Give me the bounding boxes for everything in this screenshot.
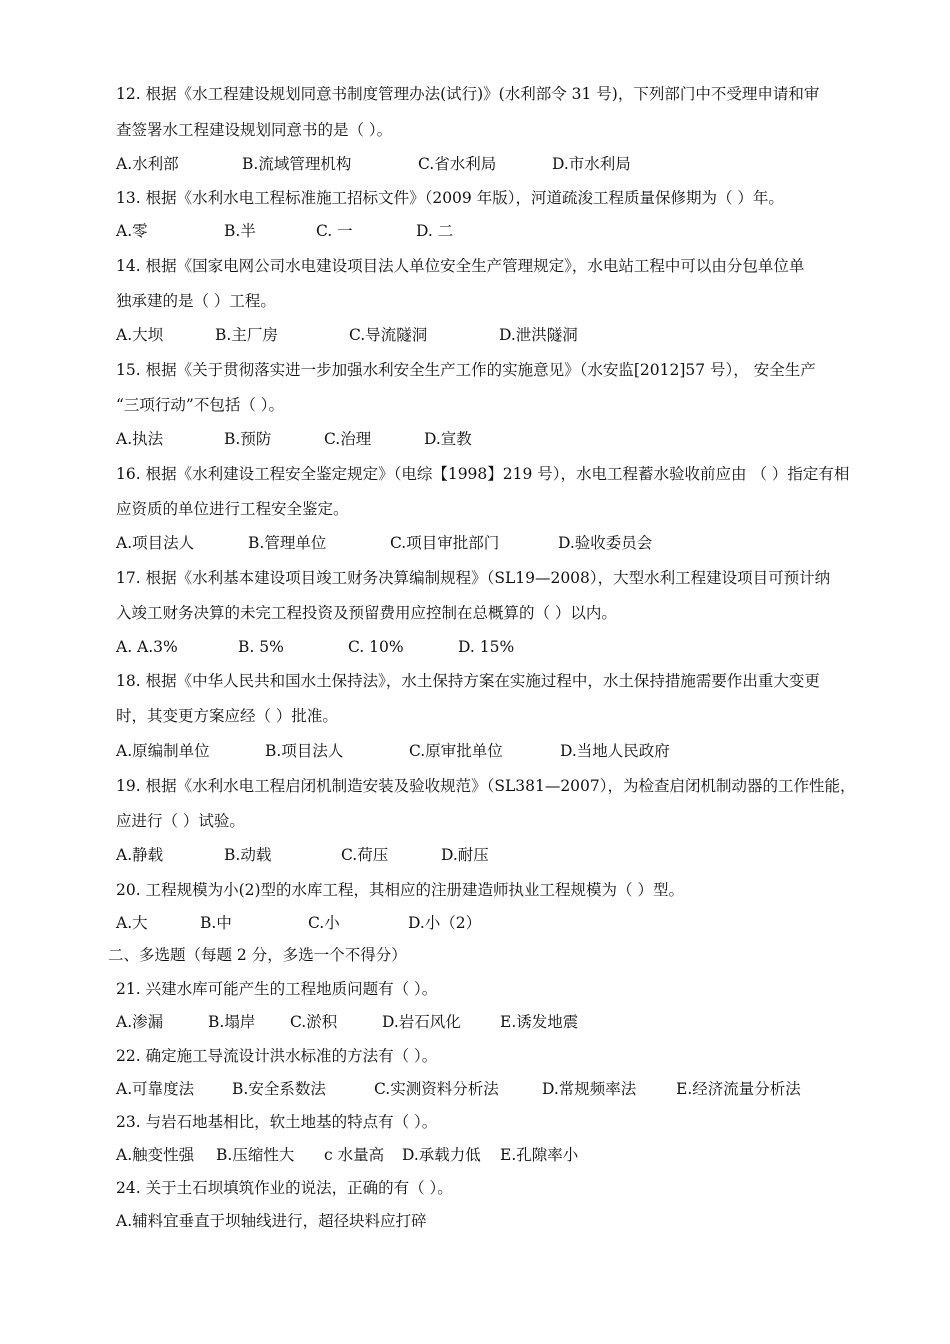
question-21-options — [116, 1012, 880, 1032]
question-24-options — [116, 1211, 880, 1231]
option-b: B.管理单位 — [248, 534, 327, 552]
question-15-line-1: 15. 根据《关于贯彻落实进一步加强水利安全生产工作的实施意见》（水安监[2012]57 号）， 安全生产 — [116, 361, 816, 379]
option-a: A.辅料宜垂直于坝轴线进行，超径块料应打碎 — [116, 1212, 427, 1230]
option-c: C.原审批单位 — [409, 742, 503, 760]
option-b: B.安全系数法 — [232, 1080, 326, 1098]
option-b: B.动载 — [224, 846, 272, 864]
question-22-options — [116, 1079, 880, 1099]
option-a: A.触变性强 — [116, 1146, 195, 1164]
option-a: A.原编制单位 — [116, 742, 210, 760]
option-c: C.项目审批部门 — [390, 534, 500, 552]
question-12-line-1: 12. 根据《水工程建设规划同意书制度管理办法(试行)》(水利部令 31 号)，下列部门中不受理申请和审 — [116, 85, 820, 103]
question-13-options — [116, 221, 880, 241]
question-21-line-1: 21. 兴建水库可能产生的工程地质问题有（ ）。 — [116, 980, 438, 998]
option-b: B.压缩性大 — [216, 1146, 295, 1164]
option-d: D.宣教 — [424, 430, 472, 448]
option-b: B.预防 — [224, 430, 272, 448]
option-c: C.实测资料分析法 — [374, 1080, 499, 1098]
question-15-line-2: “三项行动”不包括（ ）。 — [116, 396, 285, 414]
option-b: B. 5% — [238, 638, 284, 656]
option-b: B.项目法人 — [265, 742, 344, 760]
option-a: A.渗漏 — [116, 1013, 164, 1031]
question-17-line-1: 17. 根据《水利基本建设项目竣工财务决算编制规程》（SL19—2008），大型水利工程建设项目可预计纳 — [116, 569, 831, 587]
question-17-line-2: 入竣工财务决算的未完工程投资及预留费用应控制在总概算的（ ）以内。 — [116, 604, 617, 622]
option-c: c 水量高 — [324, 1146, 385, 1164]
option-a: A.水利部 — [116, 155, 179, 173]
question-19-line-2: 应进行（ ）试验。 — [116, 812, 245, 830]
option-a: A.可靠度法 — [116, 1080, 195, 1098]
question-18-line-1: 18. 根据《中华人民共和国水土保持法》，水土保持方案在实施过程中，水土保持措施需要作出重大变更 — [116, 672, 820, 690]
option-c: C. 一 — [316, 222, 353, 240]
question-18-line-2: 时，其变更方案应经（ ）批准。 — [116, 707, 338, 725]
section-title: 二、多选题（每题 2 分，多选一个不得分） — [108, 946, 407, 964]
question-12-options — [116, 154, 880, 174]
question-16-line-2: 应资质的单位进行工程安全鉴定。 — [116, 500, 349, 518]
option-b: B.流域管理机构 — [242, 155, 352, 173]
option-a: A.零 — [116, 222, 148, 240]
option-a: A.执法 — [116, 430, 164, 448]
option-a: A.大坝 — [116, 326, 164, 344]
question-16-line-1: 16. 根据《水利建设工程安全鉴定规定》（电综【1998】219 号），水电工程蓄水验收前应由 （ ）指定有相 — [116, 465, 850, 483]
option-b: B.中 — [200, 914, 232, 932]
option-d: D.市水利局 — [552, 155, 631, 173]
option-d: D.当地人民政府 — [560, 742, 670, 760]
question-23-options — [116, 1145, 880, 1165]
question-23-line-1: 23. 与岩石地基相比，软土地基的特点有（ ）。 — [116, 1113, 438, 1131]
option-c: C.小 — [308, 914, 340, 932]
option-c: C. 10% — [348, 638, 404, 656]
question-19-line-1: 19. 根据《水利水电工程启闭机制造安装及验收规范》（SL381—2007），为检查启闭机制动器的工作性能， — [116, 777, 856, 795]
question-16-options — [116, 533, 880, 553]
question-18-options — [116, 741, 880, 761]
option-e: E.诱发地震 — [500, 1013, 579, 1031]
option-c: C.导流隧洞 — [349, 326, 428, 344]
question-20-line-1: 20. 工程规模为小(2)型的水库工程，其相应的注册建造师执业工程规模为（ ）型。 — [116, 881, 684, 899]
question-20-options — [116, 913, 880, 933]
option-d: D.常规频率法 — [542, 1080, 637, 1098]
option-b: B.主厂房 — [215, 326, 278, 344]
option-d: D.岩石风化 — [382, 1013, 461, 1031]
question-14-options — [116, 325, 880, 345]
option-a: A.静载 — [116, 846, 164, 864]
option-e: E.孔隙率小 — [500, 1146, 579, 1164]
option-d: D.耐压 — [441, 846, 489, 864]
question-13-line-1: 13. 根据《水利水电工程标准施工招标文件》（2009 年版），河道疏浚工程质量保修期为（ ）年。 — [116, 189, 784, 207]
question-14-line-1: 14. 根据《国家电网公司水电建设项目法人单位安全生产管理规定》，水电站工程中可以由分包单位单 — [116, 257, 805, 275]
option-a: A.大 — [116, 914, 148, 932]
option-d: D. 15% — [458, 638, 515, 656]
question-24-line-1: 24. 关于土石坝填筑作业的说法，正确的有（ ）。 — [116, 1179, 453, 1197]
option-c: C.省水利局 — [418, 155, 497, 173]
option-c: C.荷压 — [341, 846, 389, 864]
question-12-line-2: 查签署水工程建设规划同意书的是（ ）。 — [116, 121, 393, 139]
option-a: A.项目法人 — [116, 534, 195, 552]
option-d: D.泄洪隧洞 — [499, 326, 578, 344]
option-d: D.小（2） — [408, 914, 482, 932]
option-d: D. 二 — [416, 222, 454, 240]
option-c: C.治理 — [324, 430, 372, 448]
option-e: E.经济流量分析法 — [676, 1080, 801, 1098]
question-22-line-1: 22. 确定施工导流设计洪水标准的方法有（ ）。 — [116, 1047, 438, 1065]
question-14-line-2: 独承建的是（ ）工程。 — [116, 292, 276, 310]
option-d: D.验收委员会 — [558, 534, 653, 552]
option-b: B.半 — [224, 222, 256, 240]
option-d: D.承载力低 — [402, 1146, 481, 1164]
question-17-options — [116, 637, 880, 657]
question-19-options — [116, 845, 880, 865]
option-b: B.塌岸 — [208, 1013, 256, 1031]
option-a: A. A.3% — [116, 638, 178, 656]
question-15-options — [116, 429, 880, 449]
option-c: C.淤积 — [290, 1013, 338, 1031]
